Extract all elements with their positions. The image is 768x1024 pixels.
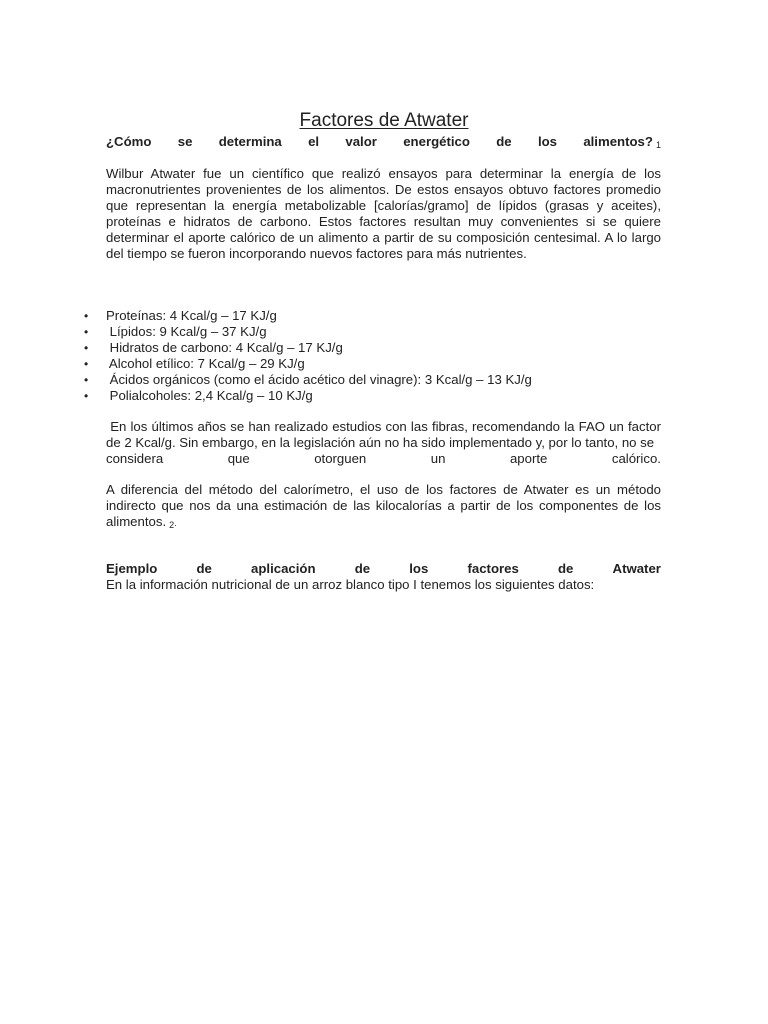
list-item (84, 356, 532, 372)
question-heading (106, 134, 661, 151)
calorimeter-paragraph-text: A diferencia del método del calorímetro, el uso de los factores de Atwater es un método indirecto que nos da una estimación de las kilocalorías a partir de los componentes de los alimentos. (106, 482, 661, 529)
example-word: de (354, 561, 371, 576)
calorimeter-trailing: . (174, 518, 177, 528)
example-text: En la información nutricional de un arroz blanco tipo I tenemos los siguientes datos: (106, 577, 595, 592)
list-item-text: Alcohol etílico: 7 Kcal/g – 29 KJ/g (106, 356, 305, 371)
question-last-word (583, 134, 661, 151)
question-word: energético (403, 134, 470, 149)
fiber-word: que (227, 451, 250, 466)
fiber-paragraph-text: En los últimos años se han realizado estudios con las fibras, recomendando la FAO un factor de 2 Kcal/g. Sin embargo, en la legislación aún no ha sido implementado y, por lo tanto, no se (106, 419, 665, 450)
question-word: el (308, 134, 320, 149)
fiber-word: aporte (509, 451, 548, 466)
list-item (84, 388, 532, 404)
fiber-word: calórico. (611, 451, 661, 466)
list-item-text: Lípidos: 9 Kcal/g – 37 KJ/g (106, 324, 267, 339)
list-item-text: Polialcoholes: 2,4 Kcal/g – 10 KJ/g (106, 388, 313, 403)
list-item-text: Proteínas: 4 Kcal/g – 17 KJ/g (106, 308, 277, 323)
fiber-word: considera (106, 451, 164, 466)
bullet-icon: • (84, 325, 89, 339)
question-word: se (177, 134, 193, 149)
example-word: Atwater (612, 561, 661, 576)
bullet-icon: • (84, 373, 89, 387)
question-word: valor (345, 134, 377, 149)
fiber-paragraph-last-line (106, 451, 661, 467)
calorimeter-paragraph (106, 482, 661, 531)
example-word: de (196, 561, 212, 576)
question-word: de (496, 134, 512, 149)
footnote-marker: 1 (655, 140, 661, 150)
list-item-text: Ácidos orgánicos (como el ácido acético del vinagre): 3 Kcal/g – 13 KJ/g (106, 372, 532, 387)
document-title: Factores de Atwater (299, 110, 469, 131)
bullet-icon: • (84, 389, 89, 403)
bullet-icon: • (84, 357, 89, 371)
bullet-icon: • (84, 309, 89, 323)
example-heading (106, 561, 661, 577)
list-item (84, 340, 532, 356)
fiber-word: un (430, 451, 446, 466)
list-item (84, 324, 532, 340)
list-item-text: Hidratos de carbono: 4 Kcal/g – 17 KJ/g (106, 340, 343, 355)
example-word: los (409, 561, 429, 576)
fiber-word: otorguen (314, 451, 367, 466)
fiber-paragraph (106, 419, 665, 451)
question-word: determina (218, 134, 282, 149)
bullet-icon: • (84, 341, 89, 355)
list-item (84, 308, 532, 324)
question-word: ¿Cómo (106, 134, 152, 149)
footnote-marker: 2 (169, 520, 175, 530)
atwater-factors-list (84, 308, 532, 404)
example-word: de (557, 561, 574, 576)
list-item (84, 372, 532, 388)
intro-paragraph: Wilbur Atwater fue un científico que realizó ensayos para determinar la energía de los macronutrientes provenientes de los alimentos. De estos ensayos obtuvo factores promedio que representan la energía metabolizable [calorías/gramo] de lípidos (grasas y aceites), proteínas e hidratos de carbono. Estos factores resultan muy convenientes si se quiere determinar el aporte calórico de un alimento a partir de su composición centesimal. A lo largo del tiempo se fueron incorporando nuevos factores para más nutrientes. (106, 166, 661, 261)
example-word: aplicación (251, 561, 316, 576)
example-word: factores (467, 561, 519, 576)
example-word: Ejemplo (106, 561, 158, 576)
question-word: los (537, 134, 557, 149)
question-word: alimentos? (583, 134, 653, 149)
